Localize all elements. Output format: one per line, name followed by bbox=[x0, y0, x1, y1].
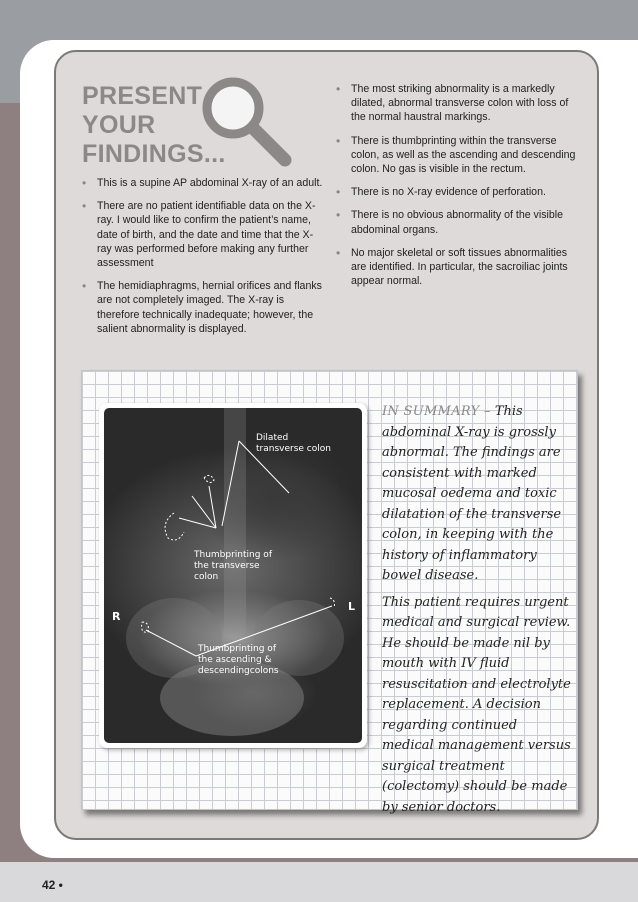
list-item: • There is no obvious abnormality of the visible abdominal organs. bbox=[334, 208, 580, 236]
title-line-2: YOUR bbox=[82, 111, 156, 139]
xray-image-frame bbox=[99, 403, 367, 748]
list-item: • This is a supine AP abdominal X-ray of an adult. bbox=[80, 176, 326, 190]
list-item: • The hemidiaphragms, hernial orifices and flanks are not completely imaged. The X-ray is therefore technically inadequate; however, the salient abnormality is displayed. bbox=[80, 279, 326, 336]
label-thumbprinting-transverse: Thumbprinting of the transverse colon bbox=[194, 550, 272, 582]
summary-note bbox=[382, 402, 572, 824]
findings-list-right bbox=[334, 82, 580, 297]
summary-paragraph-2: This patient requires urgent medical and surgical review. He should be made nil by mouth with IV fluid resuscitation and electrolyte replacement. A decision regarding continued medical management versus surgical treatment (colectomy) should be made by senior doctors. bbox=[382, 594, 571, 815]
title-line-3: FINDINGS... bbox=[82, 140, 226, 168]
title-line-1: PRESENT bbox=[82, 82, 203, 110]
label-dilated-colon: Dilated transverse colon bbox=[256, 433, 331, 454]
summary-text-1: This abdominal X-ray is grossly abnormal. The findings are consistent with marked mucosal oedema and toxic dilatation of the transverse colon, in keeping with the history of inflammatory bowel disease. bbox=[382, 404, 562, 583]
list-item: • There are no patient identifiable data on the X-ray. I would like to confirm the patient’s name, date of birth, and the date and time that the X-ray was performed before making any further assessment bbox=[80, 199, 326, 270]
page-number: 42 • bbox=[42, 878, 63, 892]
summary-paragraph-1 bbox=[382, 402, 572, 587]
list-item: • There is no X-ray evidence of perforation. bbox=[334, 185, 580, 199]
magnifier-icon bbox=[195, 70, 295, 170]
findings-list-left bbox=[80, 176, 326, 345]
right-side-marker: R bbox=[112, 610, 121, 623]
list-item: • There is thumbprinting within the transverse colon, as well as the ascending and descending colon. No gas is visible in the rectum. bbox=[334, 134, 580, 177]
label-thumbprinting-ascending: Thumbprinting of the ascending & descendingcolons bbox=[198, 644, 279, 676]
list-item: • No major skeletal or soft tissues abnormalities are identified. In particular, the sacroiliac joints appear normal. bbox=[334, 246, 580, 289]
list-item: • The most striking abnormality is a markedly dilated, abnormal transverse colon with loss of the normal haustral markings. bbox=[334, 82, 580, 125]
left-side-marker: L bbox=[348, 600, 356, 613]
abdominal-xray-image bbox=[104, 408, 362, 743]
bottom-band bbox=[0, 862, 638, 902]
summary-lead: IN SUMMARY – bbox=[382, 404, 491, 419]
